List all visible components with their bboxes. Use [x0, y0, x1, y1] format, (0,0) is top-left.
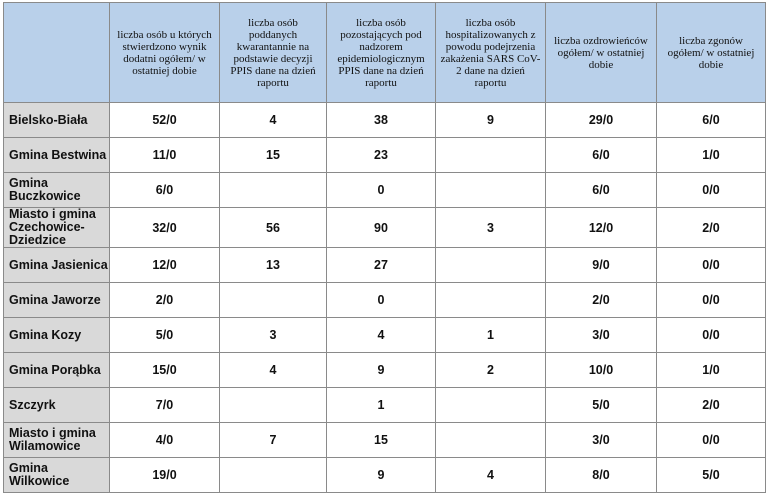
deaths-cell: 1/0	[657, 353, 766, 388]
table-row	[4, 458, 766, 493]
quarantine-cell	[220, 173, 327, 208]
surveillance-cell: 23	[327, 138, 436, 173]
hospitalized-cell	[436, 173, 546, 208]
hospitalized-cell: 9	[436, 103, 546, 138]
municipality-name-cell: Gmina Bestwina	[4, 138, 110, 173]
hospitalized-cell	[436, 423, 546, 458]
hospitalized-cell	[436, 248, 546, 283]
recovered-cell: 2/0	[546, 283, 657, 318]
municipality-name-cell: Szczyrk	[4, 388, 110, 423]
quarantine-cell: 13	[220, 248, 327, 283]
surveillance-cell: 0	[327, 283, 436, 318]
recovered-cell: 3/0	[546, 423, 657, 458]
hospitalized-cell: 4	[436, 458, 546, 493]
positive-cell: 52/0	[110, 103, 220, 138]
surveillance-cell: 9	[327, 458, 436, 493]
hospitalized-cell: 1	[436, 318, 546, 353]
hospitalized-cell: 3	[436, 208, 546, 248]
deaths-cell: 0/0	[657, 423, 766, 458]
table-row	[4, 103, 766, 138]
header-cell-hospitalized: liczba osób hospitalizowanych z powodu podejrzenia zakażenia SARS CoV-2 dane na dzień raportu	[436, 3, 546, 103]
recovered-cell: 5/0	[546, 388, 657, 423]
recovered-cell: 29/0	[546, 103, 657, 138]
municipality-name-cell: Gmina Buczkowice	[4, 173, 110, 208]
municipality-name-cell: Bielsko-Biała	[4, 103, 110, 138]
covid-statistics-table	[3, 2, 766, 493]
header-cell-positive: liczba osób u których stwierdzono wynik dodatni ogółem/ w ostatniej dobie	[110, 3, 220, 103]
municipality-name-cell: Gmina Wilkowice	[4, 458, 110, 493]
positive-cell: 12/0	[110, 248, 220, 283]
recovered-cell: 9/0	[546, 248, 657, 283]
quarantine-cell	[220, 458, 327, 493]
municipality-name-cell: Gmina Jaworze	[4, 283, 110, 318]
quarantine-cell: 15	[220, 138, 327, 173]
deaths-cell: 5/0	[657, 458, 766, 493]
table-row	[4, 173, 766, 208]
deaths-cell: 0/0	[657, 318, 766, 353]
municipality-name-cell: Miasto i gmina Wilamowice	[4, 423, 110, 458]
positive-cell: 6/0	[110, 173, 220, 208]
header-row	[4, 3, 766, 103]
recovered-cell: 6/0	[546, 173, 657, 208]
recovered-cell: 12/0	[546, 208, 657, 248]
surveillance-cell: 4	[327, 318, 436, 353]
deaths-cell: 2/0	[657, 388, 766, 423]
surveillance-cell: 15	[327, 423, 436, 458]
table-row	[4, 318, 766, 353]
recovered-cell: 3/0	[546, 318, 657, 353]
positive-cell: 4/0	[110, 423, 220, 458]
quarantine-cell: 7	[220, 423, 327, 458]
header-cell-surveillance: liczba osób pozostających pod nadzorem epidemiologicznym PPIS dane na dzień raportu	[327, 3, 436, 103]
positive-cell: 32/0	[110, 208, 220, 248]
deaths-cell: 0/0	[657, 248, 766, 283]
deaths-cell: 1/0	[657, 138, 766, 173]
municipality-name-cell: Gmina Kozy	[4, 318, 110, 353]
quarantine-cell: 4	[220, 353, 327, 388]
header-cell-empty	[4, 3, 110, 103]
recovered-cell: 8/0	[546, 458, 657, 493]
deaths-cell: 2/0	[657, 208, 766, 248]
quarantine-cell: 3	[220, 318, 327, 353]
table-row	[4, 283, 766, 318]
surveillance-cell: 27	[327, 248, 436, 283]
header-cell-quarantine: liczba osób poddanych kwarantannie na podstawie decyzji PPIS dane na dzień raportu	[220, 3, 327, 103]
hospitalized-cell	[436, 388, 546, 423]
table-row	[4, 138, 766, 173]
header-cell-deaths: liczba zgonów ogółem/ w ostatniej dobie	[657, 3, 766, 103]
positive-cell: 19/0	[110, 458, 220, 493]
hospitalized-cell	[436, 283, 546, 318]
surveillance-cell: 0	[327, 173, 436, 208]
recovered-cell: 6/0	[546, 138, 657, 173]
deaths-cell: 0/0	[657, 173, 766, 208]
positive-cell: 2/0	[110, 283, 220, 318]
quarantine-cell: 56	[220, 208, 327, 248]
surveillance-cell: 9	[327, 353, 436, 388]
surveillance-cell: 90	[327, 208, 436, 248]
table-row	[4, 208, 766, 248]
quarantine-cell	[220, 388, 327, 423]
table-row	[4, 388, 766, 423]
deaths-cell: 0/0	[657, 283, 766, 318]
recovered-cell: 10/0	[546, 353, 657, 388]
deaths-cell: 6/0	[657, 103, 766, 138]
table-row	[4, 248, 766, 283]
surveillance-cell: 38	[327, 103, 436, 138]
header-cell-recovered: liczba ozdrowieńców ogółem/ w ostatniej dobie	[546, 3, 657, 103]
municipality-name-cell: Miasto i gmina Czechowice-Dziedzice	[4, 208, 110, 248]
hospitalized-cell: 2	[436, 353, 546, 388]
positive-cell: 5/0	[110, 318, 220, 353]
table-row	[4, 353, 766, 388]
positive-cell: 11/0	[110, 138, 220, 173]
surveillance-cell: 1	[327, 388, 436, 423]
municipality-name-cell: Gmina Porąbka	[4, 353, 110, 388]
table-row	[4, 423, 766, 458]
positive-cell: 7/0	[110, 388, 220, 423]
quarantine-cell: 4	[220, 103, 327, 138]
municipality-name-cell: Gmina Jasienica	[4, 248, 110, 283]
positive-cell: 15/0	[110, 353, 220, 388]
hospitalized-cell	[436, 138, 546, 173]
quarantine-cell	[220, 283, 327, 318]
